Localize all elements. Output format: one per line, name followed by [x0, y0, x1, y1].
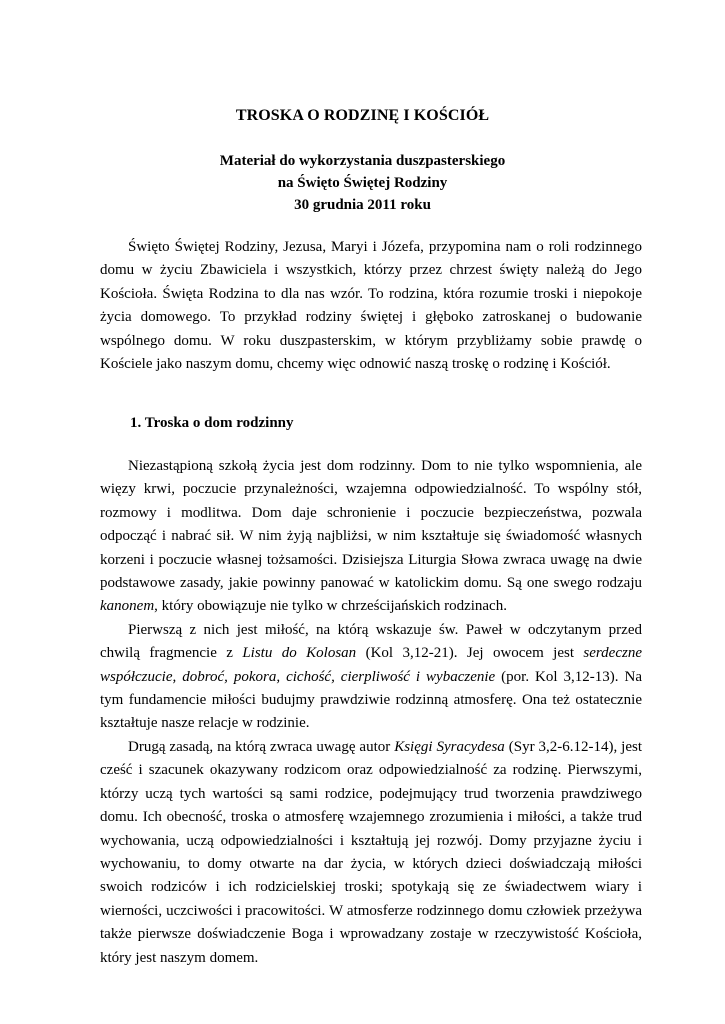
- subtitle-line-2: na Święto Świętej Rodziny: [277, 175, 448, 191]
- paragraph-1-text-a: Niezastąpioną szkołą życia jest dom rodzinny. Dom to nie tylko wspomnienia, ale więzy krwi, poczucie przynależności, wzajemna odpowiedzialność. To wspólny stół, rozmowy i modlitwa. Dom daje schronienie i poczucie bezpieczeństwa, pozwala odpocząć i nabrać sił. W nim żyją najbliżsi, w nim kształtuje się świadomość własnych korzeni i poczucie własnej tożsamości. Dzisiejsza Liturgia Słowa zwraca uwagę na dwie podstawowe zasady, jakie powinny panować w katolickim domu. Są one swego rodzaju: [100, 458, 642, 592]
- paragraph-2-emphasis-1: Listu do Kolosan: [242, 645, 357, 662]
- intro-paragraph: Święto Świętej Rodziny, Jezusa, Maryi i Józefa, przypomina nam o roli rodzinnego domu w życiu Zbawiciela i wszystkich, którzy przez chrzest święty należą do Jego Kościoła. Święta Rodzina to dla nas wzór. To rodzina, która rozumie troski i niepokoje życia domowego. To przykład rodziny świętej i głęboko zatroskanej o budowanie wspólnego domu. W roku duszpasterskim, w którym przybliżamy sobie prawdę o Kościele jako naszym domu, chcemy więc odnowić naszą troskę o rodzinę i Kościół.: [100, 239, 642, 373]
- paragraph-1-text-b: , który obowiązuje nie tylko w chrześcijańskich rodzinach.: [154, 598, 507, 615]
- paragraph-3: [100, 736, 642, 970]
- paragraph-3-text-b: (Syr 3,2-6.12-14), jest cześć i szacunek okazywany rodzicom oraz odpowiedzialność za rodzinę. Pierwszymi, którzy uczą tych wartości są sami rodzice, podejmujący trud tworzenia prawdziwego domu. Ich obecność, troska o atmosferę wzajemnego zrozumienia i miłości, a także trud wychowania, uczą odpowiedzialności i kształtują jej rozwój. Domy przyjazne życiu i wychowaniu, to domy otwarte na dar życia, w których dzieci doświadczają miłości swoich rodziców i ich rodzicielskiej troski; spotykają się ze świadectwem wiary i wierności, uczciwości i pracowitości. W atmosferze rodzinnego domu człowiek przeżywa także pierwsze doświadczenie Boga i wprowadzany zostaje w rzeczywistość Kościoła, który jest naszym domem.: [100, 738, 643, 966]
- paragraph-3-emphasis: Księgi Syracydesa: [394, 738, 505, 755]
- document-subtitle: [0, 150, 725, 216]
- subtitle-line-3: 30 grudnia 2011 roku: [294, 197, 431, 213]
- paragraph-2-emphasis-2: serdeczne współczucie, dobroć, pokora, cichość, cierpliwość i wybaczenie: [100, 645, 642, 685]
- section-heading: 1. Troska o dom rodzinny: [130, 415, 294, 431]
- paragraph-3-text-a: Drugą zasadą, na którą zwraca uwagę autor: [128, 738, 395, 755]
- section-body: [100, 455, 642, 970]
- intro-section: [100, 236, 642, 376]
- paragraph-1: [100, 455, 642, 619]
- paragraph-2: [100, 619, 642, 736]
- paragraph-2-text-b: (Kol 3,12-21). Jej owocem jest: [356, 645, 584, 662]
- subtitle-line-1: Materiał do wykorzystania duszpasterskiego: [219, 153, 506, 169]
- paragraph-2-text-c: (por. Kol 3,12-13). Na tym fundamencie miłości budujmy prawdziwie rodzinną atmosferę. Ona też ostatecznie kształtuje nasze relacje w rodzinie.: [100, 668, 642, 732]
- paragraph-2-text-a: Pierwszą z nich jest miłość, na którą wskazuje św. Paweł w odczytanym przed chwilą fragmencie z: [100, 621, 642, 662]
- paragraph-1-emphasis: kanonem: [100, 598, 155, 615]
- document-title: TROSKA O RODZINĘ I KOŚCIÓŁ: [235, 107, 490, 124]
